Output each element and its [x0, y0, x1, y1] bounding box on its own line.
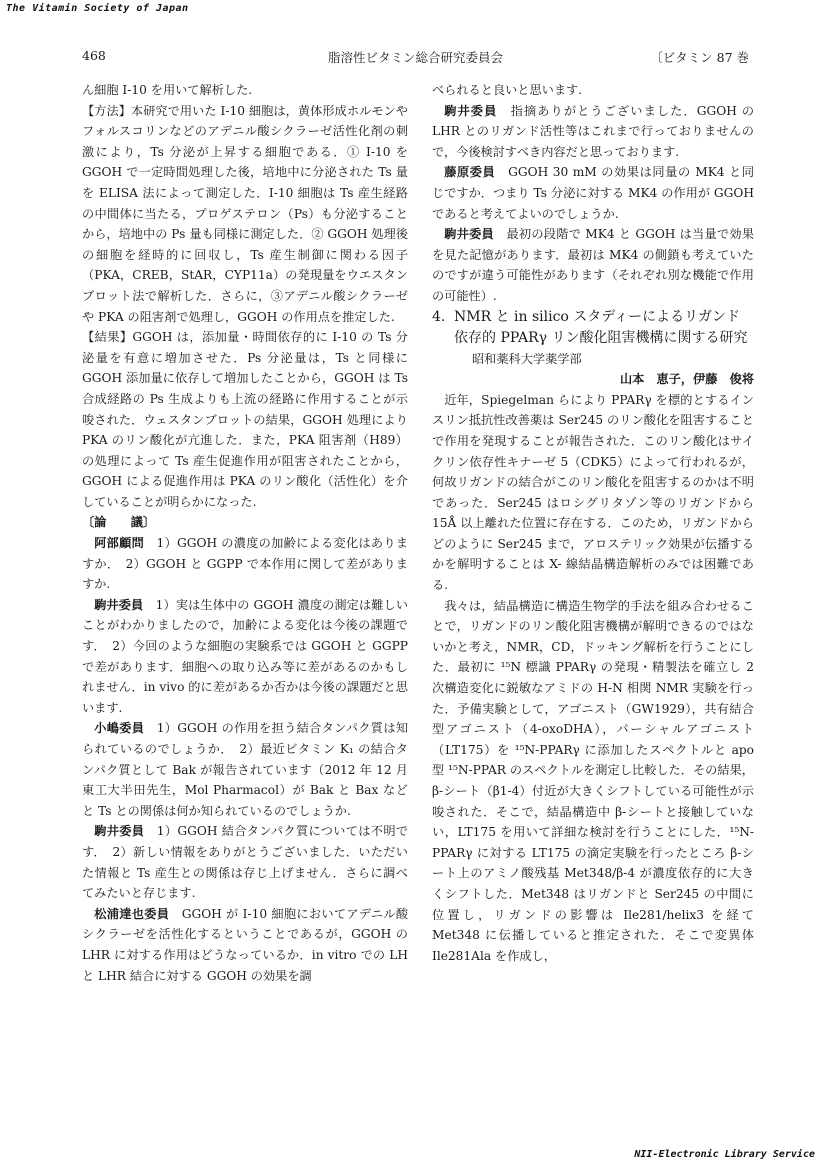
- discussion-text: 1）GGOH の濃度の加齢による変化はありますか． 2）GGOH と GGPP で本作用に関して差がありますか.: [82, 536, 408, 592]
- left-column: [82, 80, 408, 986]
- discussion-text: 1）GGOH の作用を担う結合タンパク質は知られているのでしょうか． 2）最近ビタミン K₁ の結合タンパク質として Bak が報告されています（2012 年 12 月東工大半田先生，Mol Pharmacol）が Bak と Bax などと Ts との関係は何か知られているのでしょうか.: [82, 721, 409, 818]
- watermark-bottom: NII-Electronic Library Service: [634, 1149, 815, 1160]
- speaker-name: 阿部顧問: [94, 536, 145, 551]
- speaker-name: 駒井委員: [94, 597, 144, 612]
- section-title: NMR と in silico スタディーによるリガンド依存的 PPARγ リン酸化阻害機構に関する研究: [454, 308, 748, 346]
- volume-label: 〔ビタミン 87 巻: [650, 50, 749, 65]
- speaker-name: 藤原委員: [444, 165, 496, 180]
- discussion-entry: [82, 718, 408, 821]
- section-heading: [432, 307, 754, 349]
- speaker-name: 駒井委員: [94, 824, 145, 839]
- watermark-top: The Vitamin Society of Japan: [6, 3, 189, 14]
- body-paragraph: 我々は，結晶構造に構造生物学的手法を組み合わせることで，リガンドのリン酸化阻害機構が解明できるのではないかと考え，NMR，CD，ドッキング解析を行うことにした．最初に ¹⁵N 標識 PPARγ の発現・精製法を確立し 2 次構造変化に鋭敏なアミドの H-N 相関 NMR 実験を行った．予備実験として，アゴニスト（GW1929），共有結合型アゴニスト（4-oxoDHA），パーシャルアゴニスト（LT175）を ¹⁵N-PPARγ に添加したスペクトルと apo 型 ¹⁵N-PPAR のスペクトルを測定し比較した．その結果，β-シート（β1-4）付近が大きくシフトしている可能性が示唆された．そこで，結晶構造中 β-シートと接触していない，LT175 を用いて詳細な検討を行うことにした．¹⁵N-PPARγ に対する LT175 の滴定実験を行ったところ β-シート上のアミノ酸残基 Met348/β-4 が濃度依存的に大きくシフトした．Met348 はリガンドと Ser245 の中間に位置し，リガンドの影響は Ile281/helix3 を経て Met348 に伝播していると推定された．そこで変異体 Ile281Ala を作成し，: [432, 598, 754, 963]
- continuation-text: べられると良いと思います.: [432, 83, 583, 97]
- discussion-text: 1）GGOH 結合タンパク質については不明です． 2）新しい情報をありがとうございました．いただいた情報と Ts 産生との関係は存じ上げません．さらに調べてみたいと存じます.: [82, 824, 409, 901]
- page-number: 468: [82, 48, 106, 63]
- discussion-entry: [82, 595, 408, 719]
- affiliation: 昭和薬科大学薬学部: [472, 351, 582, 366]
- discussion-text: 指摘ありがとうございました．GGOH の LHR とのリガンド活性等はこれまで行っておりませんので，今後検討すべき内容だと思っております.: [432, 103, 755, 159]
- section-number: 4.: [432, 308, 446, 325]
- discussion-entry: [82, 821, 408, 903]
- speaker-name: 駒井委員: [444, 227, 494, 242]
- speaker-name: 松浦達也委員: [94, 906, 170, 921]
- journal-title: 脂溶性ビタミン総合研究委員会: [327, 50, 503, 65]
- discussion-entry: [432, 162, 754, 224]
- discussion-text: GGOH が I-10 細胞においてアデニル酸シクラーゼを活性化するということであるが，GGOH の LHR に対する作用はどうなっているか．in vitro での LH と LHR 結合に対する GGOH の効果を調: [82, 906, 409, 983]
- paragraph-results: 【結果】GGOH は，添加量・時間依存的に I-10 の Ts 分泌量を有意に増加させた．Ps 分泌量は，Ts と同様に GGOH 添加量に依存して増加したことから，GGOH は Ts 合成経路の Ps 生成よりも上流の経路に作用することが示唆された．ウェスタンブロットの結果，GGOH 処理により PKA のリン酸化が亢進した．また，PKA 阻害剤（H89）の処理によって Ts 産生促進作用が阻害されたことから，GGOH による促進作用は PKA のリン酸化（活性化）を介していることが明らかになった.: [82, 330, 408, 509]
- discussion-entry: [432, 101, 754, 163]
- discussion-entry: [82, 533, 408, 595]
- discussion-text: 最初の段階で MK4 と GGOH は当量で効果を見た記憶があります．最初は MK4 の側鎖も考えていたのですが違う可能性があります（それぞれ別な機能で作用の可能性）.: [432, 227, 755, 303]
- discussion-text: GGOH 30 mM の効果は同量の MK4 と同じですか．つまり Ts 分泌に対する MK4 の作用が GGOH であると考えてよいのでしょうか.: [432, 165, 755, 221]
- right-column: [432, 80, 754, 966]
- authors: 山本 恵子，伊藤 俊将: [619, 372, 754, 387]
- paragraph: ん細胞 I-10 を用いて解析した.: [82, 83, 253, 97]
- running-head: [82, 48, 749, 68]
- discussion-text: 1）実は生体中の GGOH 濃度の測定は難しいことがわかりましたので，加齢による変化は今後の課題です． 2）今回のような細胞の実験系では GGOH と GGPP で差があります．細胞への取り込み等に差があるのかもしれません．in vivo 的に差があるか否かは今後の課題だと思います.: [82, 597, 409, 715]
- discussion-heading: 〔論 議〕: [82, 515, 156, 530]
- discussion-entry: [432, 224, 754, 306]
- body-paragraph: 近年，Spiegelman らにより PPARγ を標的とするインスリン抵抗性改善薬は Ser245 のリン酸化を阻害することで作用を発現することが報告された．このリン酸化はサイクリン依存性キナーゼ 5（CDK5）によって行われるが，何故リガンドの結合がこのリン酸化を阻害するのかは不明であった．Ser245 はロシグリタゾン等のリガンドから 15Å 以上離れた位置に存在する．このため，リガンドからどのように Ser245 まで，アロステリック効果が伝播するかを解明することは X- 線結晶構造解析のみでは困難である.: [432, 392, 754, 593]
- speaker-name: 小嶋委員: [94, 721, 145, 736]
- paragraph-methods: 【方法】本研究で用いた I-10 細胞は，黄体形成ホルモンやフォルスコリンなどのアデニル酸シクラーゼ活性化剤の刺激により，Ts 分泌が上昇する細胞である．① I-10 を GGOH で一定時間処理した後，培地中に分泌された Ts 量を ELISA 法によって測定した．I-10 細胞は Ts 産生経路の中間体に当たる，プロゲステロン（Ps）も分泌することから，培地中の Ps 量も同様に測定した．② GGOH 処理後の細胞を経時的に回収し，Ts 産生制御に関わる因子（PKA，CREB，StAR，CYP11a）の発現量をウエスタンブロット法で解析した．さらに，③アデニル酸シクラーゼや PKA の阻害剤で処理し，GGOH の作用点を推定した.: [82, 103, 408, 324]
- speaker-name: 駒井委員: [444, 103, 498, 118]
- discussion-entry: [82, 904, 408, 986]
